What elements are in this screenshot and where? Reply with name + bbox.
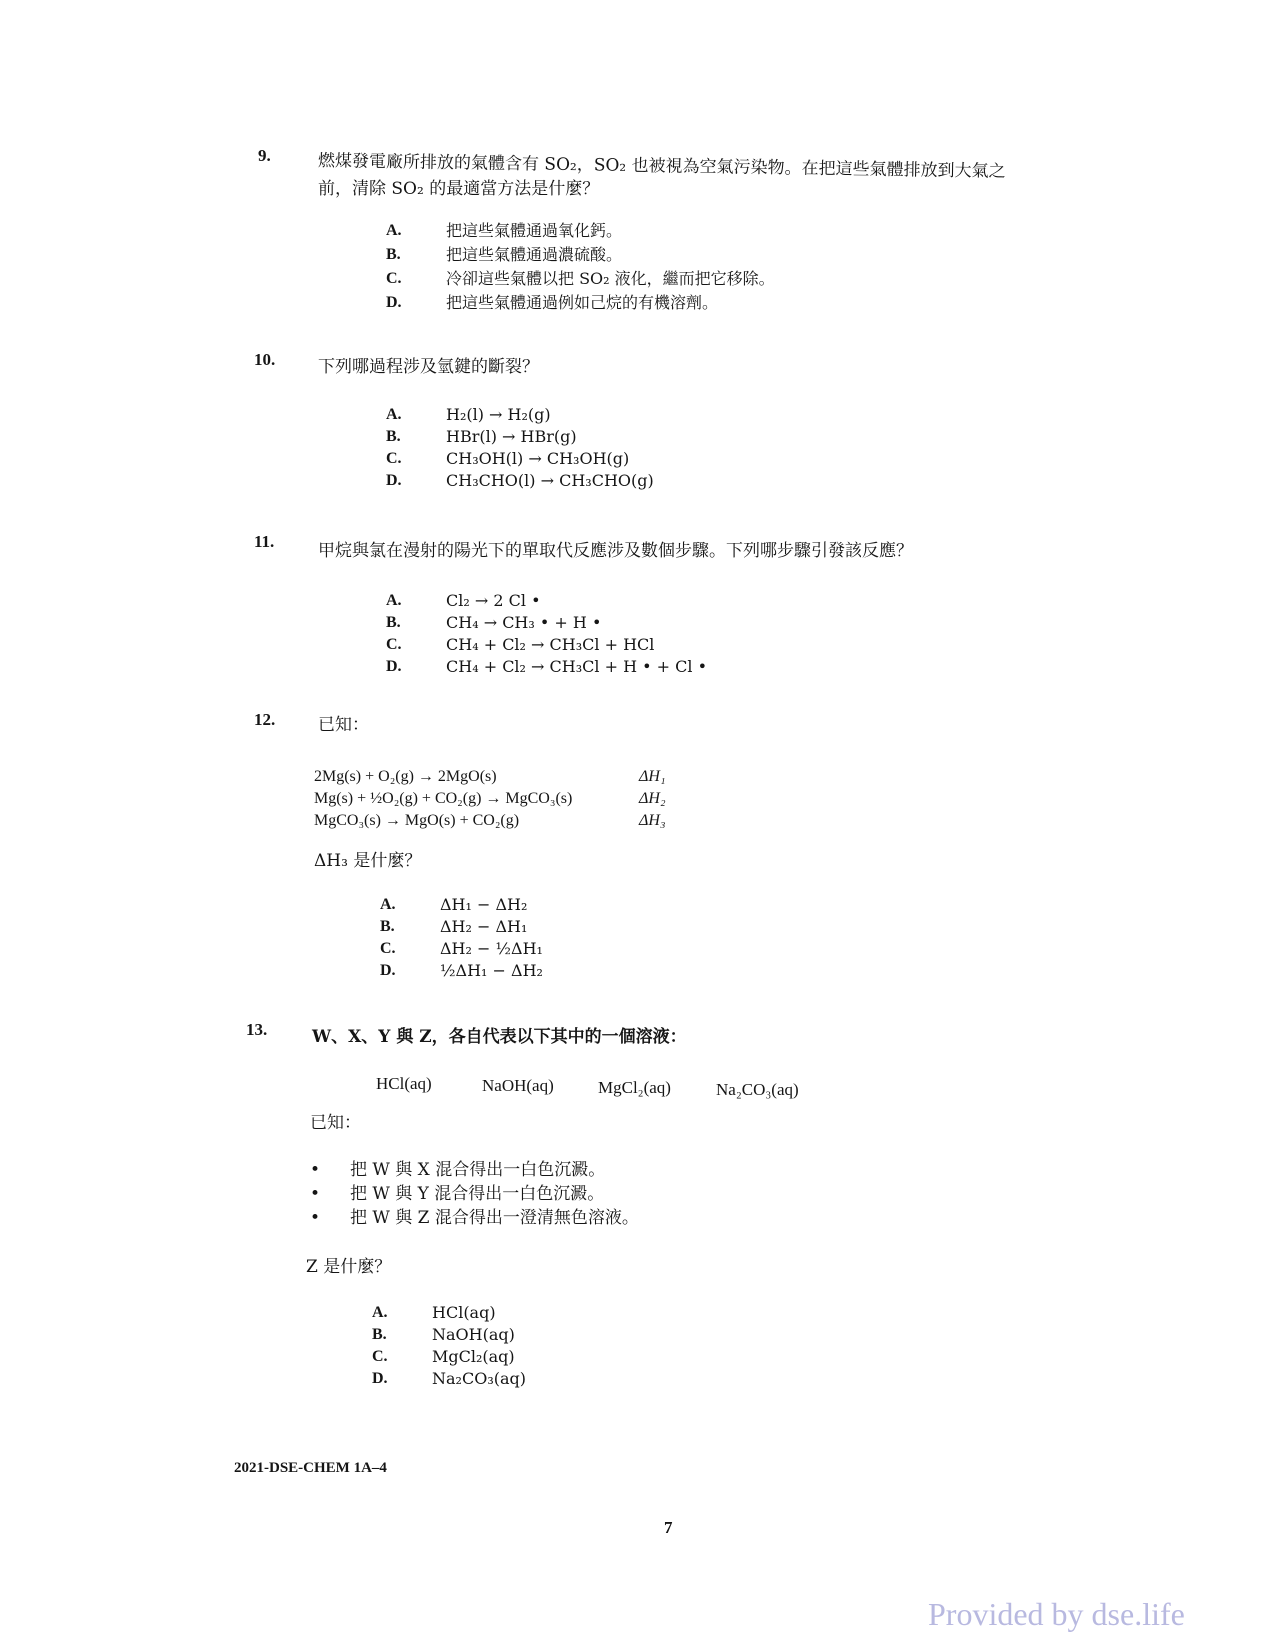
option-text: CH₃OH(l) → CH₃OH(g) [446,449,630,468]
question-stem-line-1: 甲烷與氯在漫射的陽光下的單取代反應涉及數個步驟。下列哪步驟引發該反應？ [318,541,913,561]
option-letter: B. [372,1326,387,1343]
solution-2: NaOH(aq) [482,1076,554,1095]
option-text: ½ΔH₁ − ΔH₂ [440,961,543,980]
question-stem-line-1: 燃煤發電廠所排放的氣體含有 SO₂，SO₂ 也被視為空氣污染物。在把這些氣體排放到大氣之 [317,151,1006,182]
option-text: ΔH₁ − ΔH₂ [440,895,528,914]
option-letter: A. [386,406,402,423]
option-text: 把這些氣體通過例如己烷的有機溶劑。 [446,293,719,312]
option-letter: B. [386,246,401,263]
option-text: NaOH(aq) [432,1325,515,1344]
question-number: 10. [254,350,276,369]
question-prompt: Z 是什麼？ [306,1257,392,1277]
equation-1 [314,766,666,788]
option-letter: A. [386,592,402,609]
paper-code: 2021-DSE-CHEM 1A–4 [234,1460,387,1476]
option-text: 冷卻這些氣體以把 SO₂ 液化，繼而把它移除。 [446,269,775,288]
question-number: 9. [258,146,271,165]
option-text: H₂(l) → H₂(g) [446,405,551,424]
question-stem-line-1: 下列哪過程涉及氫鍵的斷裂？ [318,357,539,377]
enthalpy-label: ΔH₃ [639,812,666,829]
bullet-text: 把 W 與 Z 混合得出一澄清無色溶液。 [350,1208,639,1228]
equation-3 [314,810,666,832]
option-letter: D. [380,962,396,979]
question-number: 11. [254,532,275,551]
question-stem-line-1: 已知： [318,715,369,735]
equation-2 [314,788,666,810]
page-number: 7 [664,1518,673,1537]
option-letter: C. [386,450,402,467]
solution-1: HCl(aq) [376,1074,432,1093]
option-letter: B. [380,918,395,935]
equation-text: Mg(s) + ½O₂(g) + CO₂(g) → MgCO₃(s) [314,790,573,807]
option-text: 把這些氣體通過濃硫酸。 [446,245,623,264]
option-text: ΔH₂ − ΔH₁ [440,917,528,936]
option-text: Na₂CO₃(aq) [432,1369,526,1388]
option-letter: C. [386,636,402,653]
option-text: CH₃CHO(l) → CH₃CHO(g) [446,471,654,490]
bullet-icon: • [310,1184,321,1204]
question-number: 12. [254,710,276,729]
option-letter: D. [372,1370,388,1387]
option-letter: D. [386,658,402,675]
option-text: ΔH₂ − ½ΔH₁ [440,939,543,958]
option-text: Cl₂ → 2 Cl • [446,591,541,610]
option-letter: B. [386,428,401,445]
option-letter: A. [372,1304,388,1321]
option-text: HCl(aq) [432,1303,496,1322]
question-prompt: ΔH₃ 是什麼？ [314,851,422,871]
solution-3: MgCl₂(aq) [598,1078,671,1097]
bullet-icon: • [310,1160,321,1180]
question-stem-line-1: W、X、Y 與 Z，各自代表以下其中的一個溶液： [312,1027,687,1047]
option-text: CH₄ → CH₃ • + H • [446,613,602,632]
given-label: 已知： [310,1113,361,1133]
option-letter: C. [372,1348,388,1365]
question-stem-line-2: 前，清除 SO₂ 的最適當方法是什麼？ [318,179,600,199]
option-text: MgCl₂(aq) [432,1347,515,1366]
bullet-text: 把 W 與 X 混合得出一白色沉澱。 [350,1160,606,1180]
question-number: 13. [246,1020,268,1039]
watermark-text: Provided by dse.life [928,1596,1185,1632]
bullet-icon: • [310,1208,321,1228]
option-letter: C. [386,270,402,287]
option-letter: C. [380,940,396,957]
option-letter: D. [386,472,402,489]
option-letter: B. [386,614,401,631]
equation-text: 2Mg(s) + O₂(g) → 2MgO(s) [314,768,497,785]
option-text: HBr(l) → HBr(g) [446,427,577,446]
equation-text: MgCO₃(s) → MgO(s) + CO₂(g) [314,812,520,829]
bullet-text: 把 W 與 Y 混合得出一白色沉澱。 [350,1184,605,1204]
option-text: CH₄ + Cl₂ → CH₃Cl + H • + Cl • [446,657,708,676]
enthalpy-label: ΔH₁ [639,768,666,785]
option-letter: D. [386,294,402,311]
option-text: CH₄ + Cl₂ → CH₃Cl + HCl [446,635,655,654]
enthalpy-label: ΔH₂ [639,790,666,807]
option-text: 把這些氣體通過氧化鈣。 [446,221,623,240]
option-letter: A. [380,896,396,913]
option-letter: A. [386,222,402,239]
solution-4: Na₂CO₃(aq) [716,1080,799,1099]
